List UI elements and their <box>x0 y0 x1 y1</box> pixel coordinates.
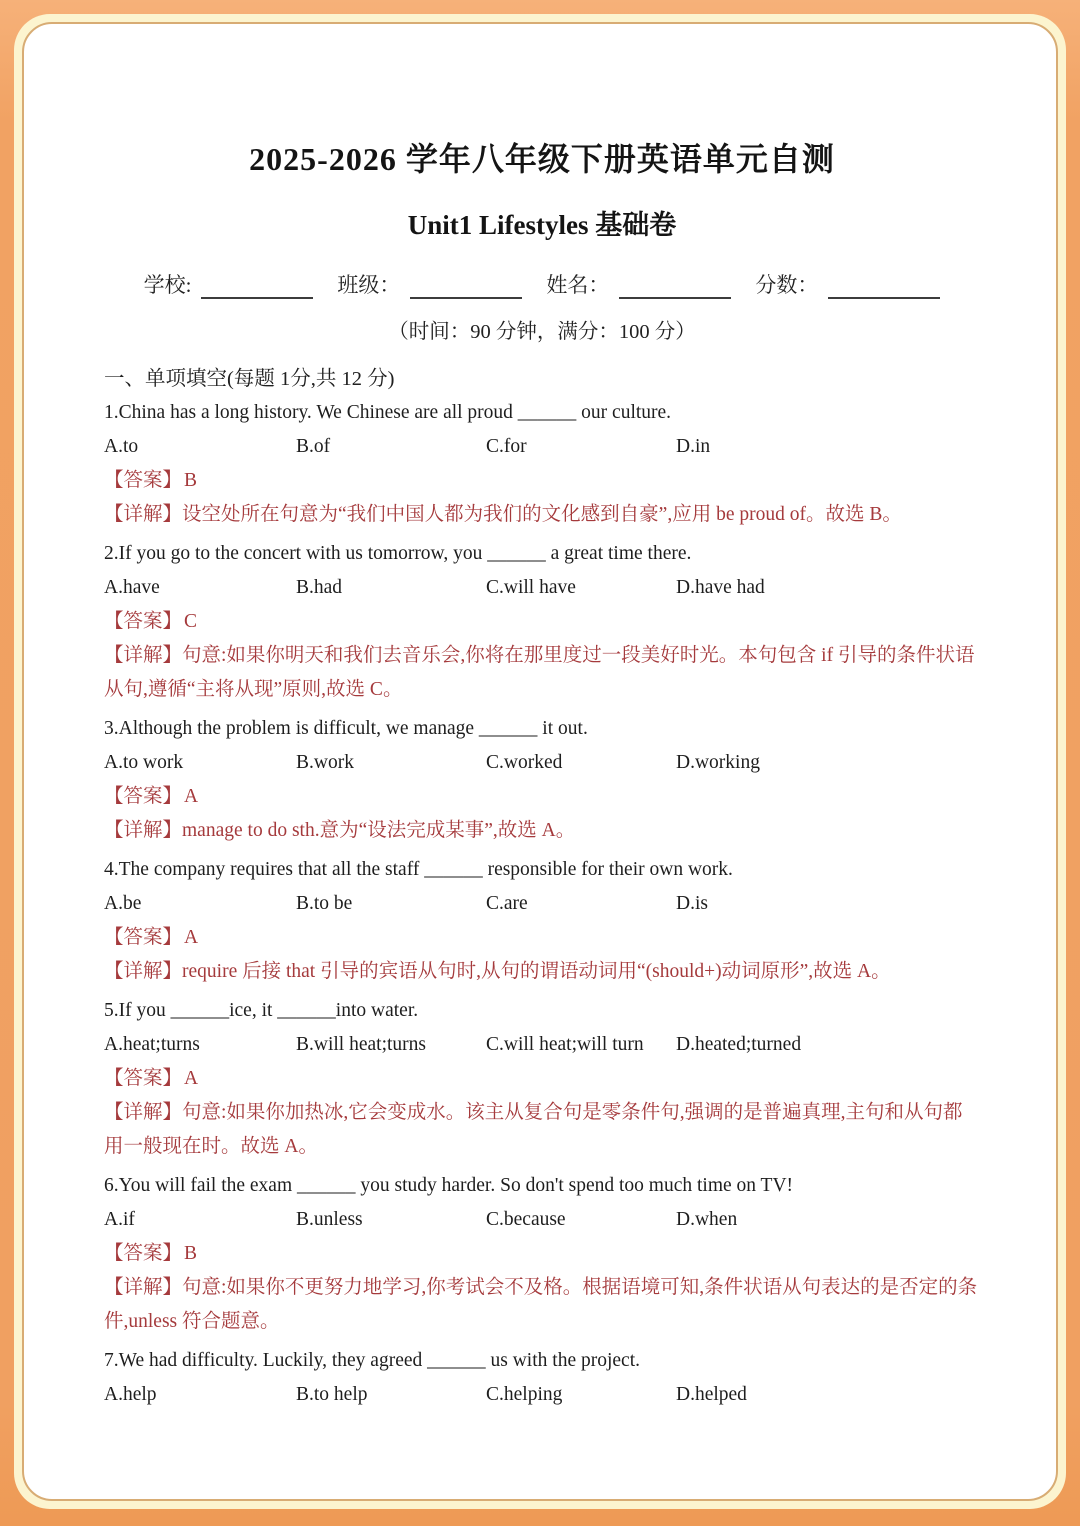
explanation-line <box>104 1096 980 1164</box>
exam-title: 2025-2026 学年八年级下册英语单元自测 <box>249 141 835 177</box>
student-info-row <box>104 269 980 299</box>
option-c: C.will heat;will turn <box>486 1034 644 1055</box>
question-5 <box>104 994 980 1164</box>
option-d: D.have had <box>676 577 765 598</box>
explanation-line <box>104 1271 980 1339</box>
name-label: 姓名： <box>546 273 610 297</box>
explanation-line <box>104 814 980 848</box>
option-c: C.will have <box>486 577 576 598</box>
options-row <box>104 430 980 464</box>
answer-line <box>104 464 980 498</box>
option-a: A.to <box>104 436 139 457</box>
question-stem: 6.You will fail the exam ______ you study harder. So don't spend too much time on TV! <box>104 1175 794 1196</box>
option-c: C.are <box>486 893 528 914</box>
page-frame <box>14 14 1066 1509</box>
answer-label: 【答案】 <box>104 786 183 807</box>
explanation-text: manage to do sth.意为“设法完成某事”,故选 A。 <box>182 820 576 841</box>
question-stem: 7.We had difficulty. Luckily, they agreed ______ us with the project. <box>104 1350 640 1371</box>
explanation-label: 【详解】 <box>104 1102 183 1123</box>
option-a: A.help <box>104 1384 157 1405</box>
answer-label: 【答案】 <box>104 1068 183 1089</box>
option-d: D.in <box>676 436 711 457</box>
exam-subtitle: Unit1 Lifestyles 基础卷 <box>407 210 677 240</box>
option-c: C.because <box>486 1209 566 1230</box>
class-blank <box>410 279 522 299</box>
option-a: A.if <box>104 1209 135 1230</box>
answer-value: B <box>184 1243 198 1264</box>
option-d: D.is <box>676 893 708 914</box>
option-a: A.heat;turns <box>104 1034 200 1055</box>
question-1 <box>104 396 980 532</box>
score-label: 分数： <box>755 273 819 297</box>
option-c: C.helping <box>486 1384 563 1405</box>
options-row <box>104 571 980 605</box>
question-4 <box>104 853 980 989</box>
question-stem: 3.Although the problem is difficult, we manage ______ it out. <box>104 718 588 739</box>
answer-value: C <box>184 611 198 632</box>
explanation-line <box>104 498 980 532</box>
answer-label: 【答案】 <box>104 1243 183 1264</box>
class-label: 班级： <box>337 273 401 297</box>
option-d: D.helped <box>676 1384 747 1405</box>
explanation-label: 【详解】 <box>104 820 183 841</box>
option-a: A.be <box>104 893 142 914</box>
options-row <box>104 1203 980 1237</box>
name-blank <box>619 279 731 299</box>
question-7 <box>104 1344 980 1412</box>
section-heading: 一、单项填空(每题 1分,共 12 分) <box>104 368 395 390</box>
answer-label: 【答案】 <box>104 611 183 632</box>
answer-label: 【答案】 <box>104 927 183 948</box>
option-a: A.have <box>104 577 160 598</box>
option-b: B.had <box>296 577 343 598</box>
answer-value: A <box>184 786 199 807</box>
option-d: D.heated;turned <box>676 1034 802 1055</box>
question-stem: 4.The company requires that all the staff ______ responsible for their own work. <box>104 859 733 880</box>
school-blank <box>201 279 313 299</box>
explanation-label: 【详解】 <box>104 961 183 982</box>
explanation-text: 句意:如果你不更努力地学习,你考试会不及格。根据语境可知,条件状语从句表达的是否定的条件,unless 符合题意。 <box>104 1277 978 1332</box>
option-b: B.unless <box>296 1209 363 1230</box>
answer-line <box>104 605 980 639</box>
option-b: B.to help <box>296 1384 368 1405</box>
option-a: A.to work <box>104 752 184 773</box>
time-line: （时间：90 分钟，满分：100 分） <box>388 321 696 343</box>
option-b: B.will heat;turns <box>296 1034 426 1055</box>
question-stem: 1.China has a long history. We Chinese are all proud ______ our culture. <box>104 402 672 423</box>
explanation-label: 【详解】 <box>104 504 183 525</box>
options-row <box>104 887 980 921</box>
explanation-label: 【详解】 <box>104 645 183 666</box>
answer-value: A <box>184 1068 199 1089</box>
score-blank <box>828 279 940 299</box>
option-b: B.to be <box>296 893 353 914</box>
answer-line <box>104 1237 980 1271</box>
question-stem: 2.If you go to the concert with us tomorrow, you ______ a great time there. <box>104 543 692 564</box>
option-d: D.working <box>676 752 760 773</box>
answer-line <box>104 780 980 814</box>
answer-line <box>104 921 980 955</box>
explanation-text: 句意:如果你加热冰,它会变成水。该主从复合句是零条件句,强调的是普遍真理,主句和从句都用一般现在时。故选 A。 <box>104 1102 963 1157</box>
answer-value: B <box>184 470 198 491</box>
answer-line <box>104 1062 980 1096</box>
options-row <box>104 1028 980 1062</box>
explanation-line <box>104 955 980 989</box>
school-label: 学校: <box>143 273 192 297</box>
question-6 <box>104 1169 980 1339</box>
options-row <box>104 1378 980 1412</box>
explanation-line <box>104 639 980 707</box>
explanation-text: 设空处所在句意为“我们中国人都为我们的文化感到自豪”,应用 be proud of。故选 B。 <box>182 504 902 525</box>
question-3 <box>104 712 980 848</box>
option-c: C.for <box>486 436 527 457</box>
question-stem: 5.If you ______ice, it ______into water. <box>104 1000 419 1021</box>
option-b: B.of <box>296 436 331 457</box>
exam-sheet <box>22 22 1058 1501</box>
question-2 <box>104 537 980 707</box>
options-row <box>104 746 980 780</box>
explanation-text: require 后接 that 引导的宾语从句时,从句的谓语动词用“(should+)动词原形”,故选 A。 <box>182 961 891 982</box>
option-c: C.worked <box>486 752 563 773</box>
answer-label: 【答案】 <box>104 470 183 491</box>
option-d: D.when <box>676 1209 738 1230</box>
option-b: B.work <box>296 752 354 773</box>
answer-value: A <box>184 927 199 948</box>
explanation-text: 句意:如果你明天和我们去音乐会,你将在那里度过一段美好时光。本句包含 if 引导的条件状语从句,遵循“主将从现”原则,故选 C。 <box>104 645 975 700</box>
explanation-label: 【详解】 <box>104 1277 183 1298</box>
